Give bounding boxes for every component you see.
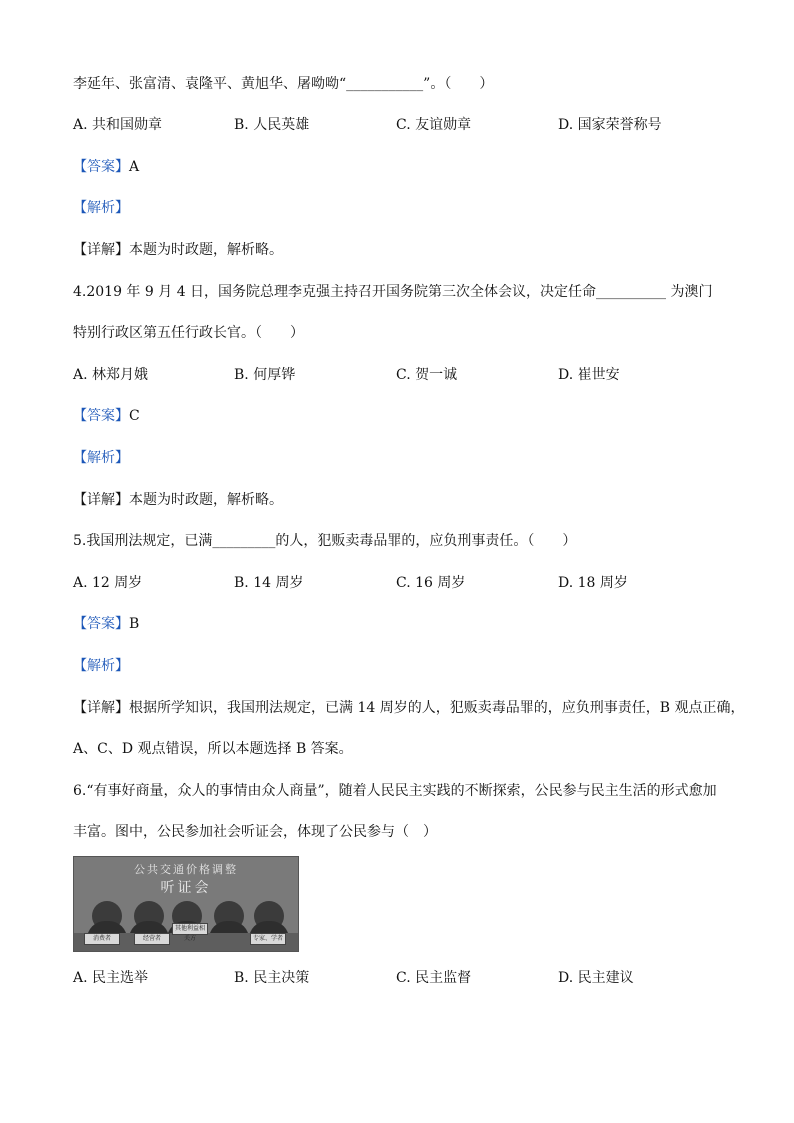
hearing-illustration	[73, 856, 299, 952]
q6-stem-line1: 6.“有事好商量，众人的事情由众人商量”，随着人民民主实践的不断探索，公民参与民主生活的形式愈加	[73, 783, 717, 799]
q4-stem-line1: 4.2019 年 9 月 4 日，国务院总理李克强主持召开国务院第三次全体会议，决定任命__________ 为澳门	[73, 284, 713, 300]
figure-title-main: 听证会	[160, 880, 212, 896]
q3-answer: 【答案】A	[73, 159, 140, 175]
q5-option-a: A. 12 周岁	[73, 575, 143, 591]
q6-option-c: C. 民主监督	[396, 970, 472, 986]
q5-detail-line1: 【详解】根据所学知识，我国刑法规定，已满 14 周岁的人，犯贩卖毒品罪的，应负刑事责任，B 观点正确，	[73, 700, 745, 716]
q5-option-b: B. 14 周岁	[234, 575, 304, 591]
q4-stem-line2: 特别行政区第五任行政长官。（ ）	[73, 325, 304, 341]
q6-option-a: A. 民主选举	[73, 970, 149, 986]
q3-analysis-label: 【解析】	[73, 200, 129, 216]
q5-option-d: D. 18 周岁	[558, 575, 628, 591]
q5-detail-line2: A、C、D 观点错误，所以本题选择 B 答案。	[73, 741, 353, 757]
name-sign: 其他利益相关方	[172, 923, 208, 935]
name-sign: 专家、学者	[250, 933, 286, 945]
q5-option-c: C. 16 周岁	[396, 575, 466, 591]
q3-option-d: D. 国家荣誉称号	[558, 117, 662, 133]
q6-stem-line2: 丰富。图中，公民参加社会听证会，体现了公民参与（ ）	[73, 824, 437, 840]
q5-stem: 5.我国刑法规定，已满_________的人，犯贩卖毒品罪的，应负刑事责任。（ ）	[73, 533, 577, 549]
q6-option-b: B. 民主决策	[234, 970, 310, 986]
q3-option-c: C. 友谊勋章	[396, 117, 472, 133]
figure-title-top: 公共交通价格调整	[134, 863, 238, 876]
name-sign: 经营者	[134, 933, 170, 945]
q3-stem: 李延年、张富清、袁隆平、黄旭华、屠呦呦“___________”。（ ）	[73, 76, 494, 92]
name-sign: 消费者	[84, 933, 120, 945]
q4-option-d: D. 崔世安	[558, 367, 620, 383]
q3-options	[73, 115, 713, 135]
q4-options	[73, 365, 713, 385]
q4-detail: 【详解】本题为时政题，解析略。	[73, 492, 283, 508]
q4-option-a: A. 林郑月娥	[73, 367, 149, 383]
q5-analysis-label: 【解析】	[73, 658, 129, 674]
q5-answer: 【答案】B	[73, 616, 140, 632]
q3-option-a: A. 共和国勋章	[73, 117, 163, 133]
q4-option-b: B. 何厚铧	[234, 367, 296, 383]
q3-option-b: B. 人民英雄	[234, 117, 310, 133]
q4-analysis-label: 【解析】	[73, 450, 129, 466]
q6-option-d: D. 民主建议	[558, 970, 634, 986]
q5-options	[73, 573, 713, 593]
q6-options	[73, 968, 713, 988]
q4-answer: 【答案】C	[73, 408, 140, 424]
q4-option-c: C. 贺一诚	[396, 367, 458, 383]
q3-detail: 【详解】本题为时政题，解析略。	[73, 242, 283, 258]
